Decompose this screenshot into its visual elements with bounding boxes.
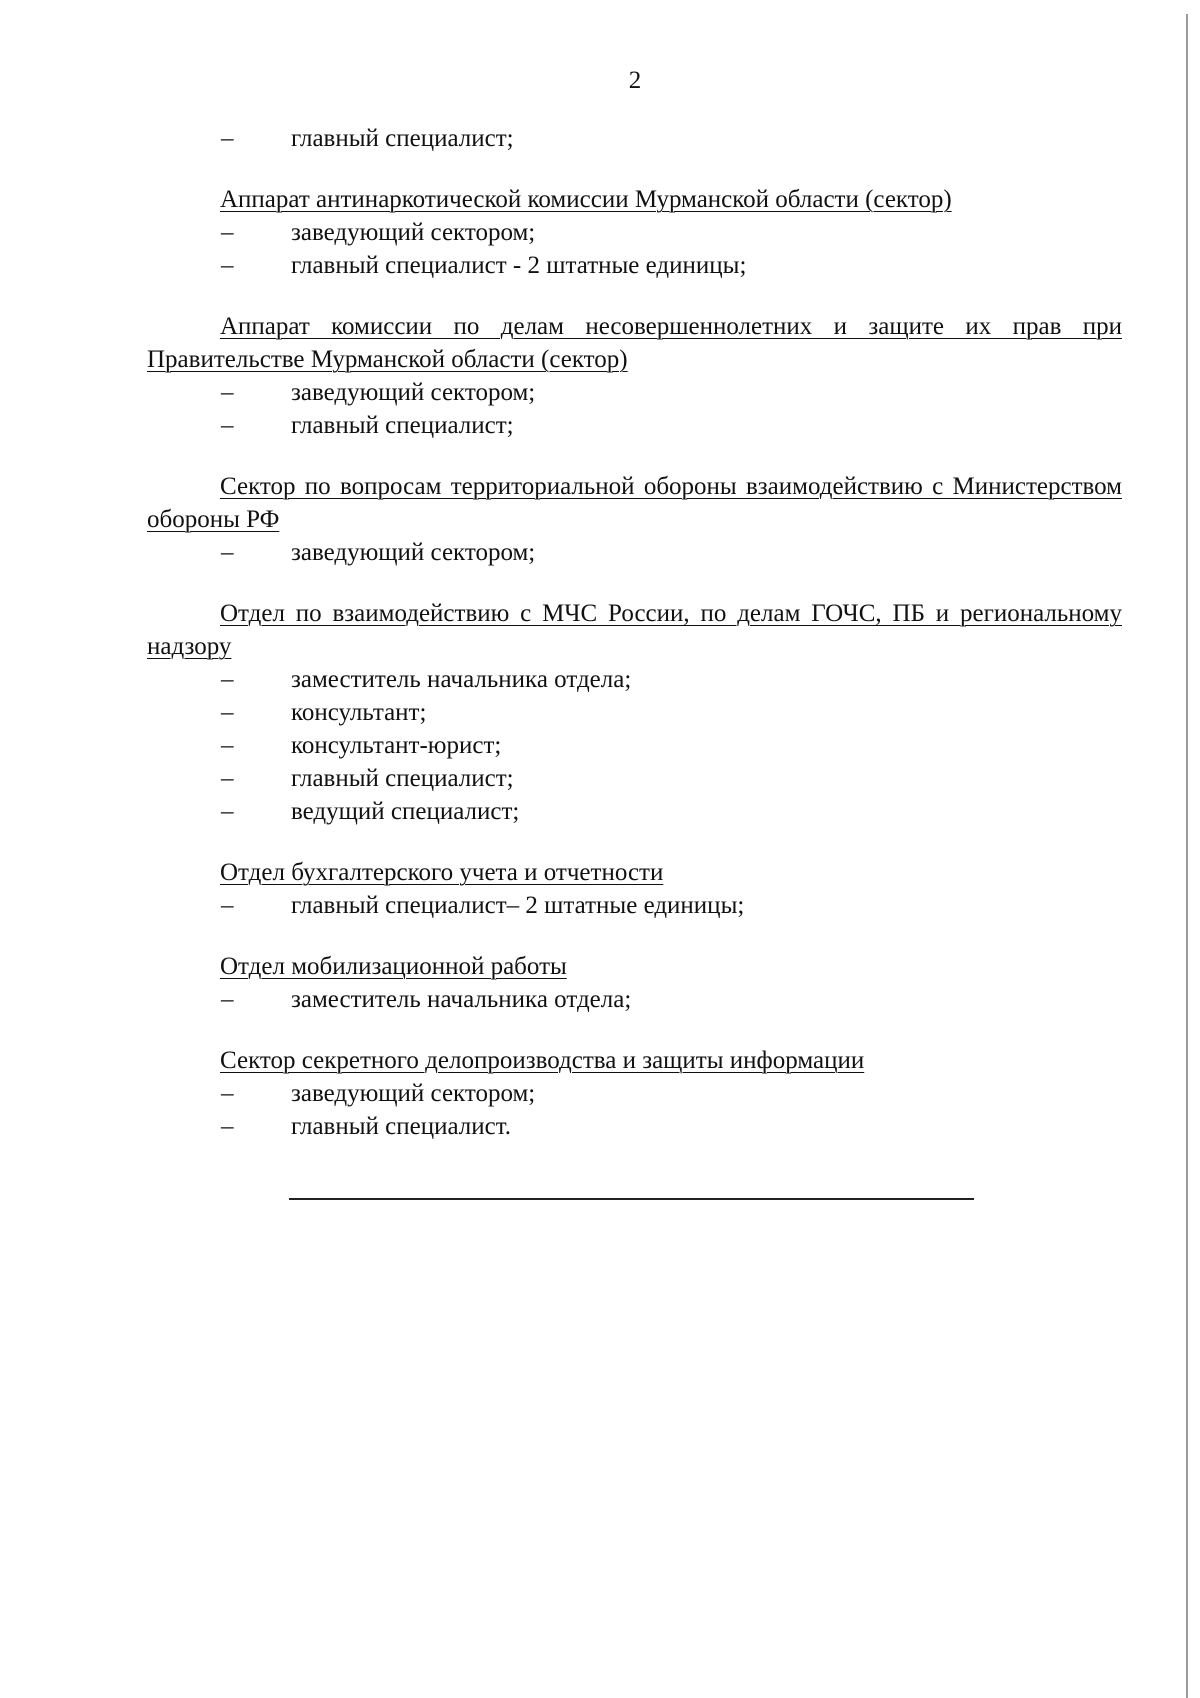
section-heading-text: Отдел по взаимодействию с МЧС России, по делам ГОЧС, ПБ и региональному надзору [147,600,1122,660]
list-item [147,1077,1122,1110]
list-item [147,409,1122,442]
page-number: 2 [628,67,642,94]
list-item [147,663,1122,696]
dash-bullet: – [221,666,234,693]
dash-bullet: – [221,252,234,279]
list-item-text: главный специалист - 2 штатные единицы; [291,252,747,279]
dash-bullet: – [221,1113,234,1140]
section-heading [147,310,1122,376]
section-heading-text: Аппарат антинаркотической комиссии Мурманской области (сектор) [220,186,952,213]
section-heading [147,950,1122,983]
section-territorial-defense [147,470,1122,569]
dash-bullet: – [221,765,234,792]
list-item-text: главный специалист– 2 штатные единицы; [291,892,745,919]
list-item-text: главный специалист; [291,765,514,792]
document-body [147,122,1122,1143]
list-item [147,249,1122,282]
section-antinarcotic [147,183,1122,282]
section-emergency-department [147,597,1122,828]
dash-bullet: – [221,219,234,246]
list-item-text: консультант; [291,699,427,726]
dash-bullet: – [221,986,234,1013]
section-accounting [147,856,1122,922]
list-item [147,216,1122,249]
list-item [147,122,1122,155]
list-item-text: заместитель начальника отдела; [291,666,632,693]
section-heading-text: Аппарат комиссии по делам несовершеннолетних и защите их прав при Правительстве Мурманской области (сектор) [147,313,1122,373]
page-edge-line [1186,14,1188,1698]
section-heading [147,1044,1122,1077]
list-item [147,376,1122,409]
section-heading [147,597,1122,663]
closing-rule [289,1198,974,1200]
list-item [147,729,1122,762]
list-item [147,1110,1122,1143]
list-item [147,696,1122,729]
dash-bullet: – [221,539,234,566]
section-heading [147,856,1122,889]
section-heading [147,470,1122,536]
dash-bullet: – [221,699,234,726]
list-item-text: заместитель начальника отдела; [291,986,632,1013]
list-item-text: заведующий сектором; [291,379,536,406]
list-item-text: главный специалист; [291,412,514,439]
list-item-text: ведущий специалист; [291,798,520,825]
list-item-text: заведующий сектором; [291,219,536,246]
list-item [147,795,1122,828]
dash-bullet: – [221,125,234,152]
dash-bullet: – [221,892,234,919]
section-heading-text: Отдел бухгалтерского учета и отчетности [220,859,664,886]
list-item-text: главный специалист; [291,125,514,152]
dash-bullet: – [221,379,234,406]
list-item [147,983,1122,1016]
list-item [147,889,1122,922]
section-mobilization [147,950,1122,1016]
dash-bullet: – [221,412,234,439]
dash-bullet: – [221,798,234,825]
list-item-text: консультант-юрист; [291,732,502,759]
section-heading-text: Сектор по вопросам территориальной обороны взаимодействию с Министерством обороны РФ [147,473,1122,533]
list-item-text: заведующий сектором; [291,539,536,566]
list-item [147,536,1122,569]
list-item [147,762,1122,795]
section-heading-text: Сектор секретного делопроизводства и защиты информации [220,1047,865,1074]
list-item-text: заведующий сектором; [291,1080,536,1107]
section-heading [147,183,1122,216]
section-minors-commission [147,310,1122,442]
dash-bullet: – [221,1080,234,1107]
list-item-text: главный специалист. [291,1113,512,1140]
section-secret-records [147,1044,1122,1143]
section-heading-text: Отдел мобилизационной работы [220,953,567,980]
dash-bullet: – [221,732,234,759]
